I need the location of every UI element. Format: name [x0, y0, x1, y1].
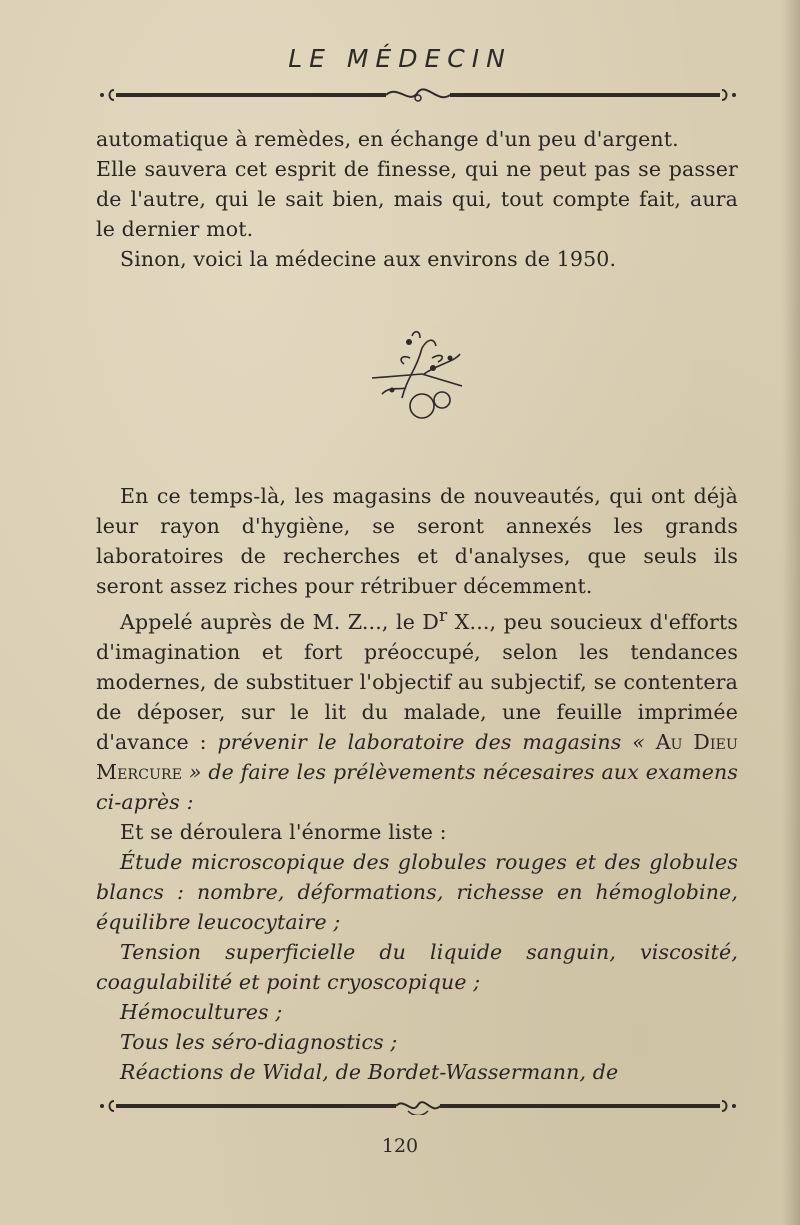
doctor-abbrev-superscript: r	[439, 606, 448, 626]
store-name: Au Dieu Mercure	[96, 729, 738, 784]
paragraph-en-ce-temps: En ce temps-là, les magasins de nouveautés, qui ont déjà leur rayon d'hygiène, se seront annexés les grands laboratoires de recherches et d'analyses, que seuls ils seront assez riches pour rétribuer décemment.	[96, 484, 738, 598]
paragraph-appele	[96, 601, 738, 817]
floral-vignette-ornament	[362, 328, 472, 423]
paragraph-continuation: automatique à remèdes, en échange d'un peu d'argent.	[96, 127, 679, 151]
bottom-ornamental-rule	[98, 1097, 738, 1115]
appele-text-start: Appelé auprès de M. Z..., le D	[120, 609, 440, 634]
appele-text-mid: X..., peu soucieux d'efforts d'imagination et fort préoccupé, selon les tendances modernes, de substituer l'objectif au subjectif, se contentera de déposer, sur le lit du malade, une feuille imprimée d'avance :	[96, 609, 738, 754]
list-item-sero: Tous les séro-diagnostics ;	[120, 1029, 398, 1054]
appele-italic-1: prévenir le laboratoire des magasins «	[217, 729, 656, 754]
paragraph-continuation-2: Elle sauvera cet esprit de finesse, qui ne peut pas se passer de l'autre, qui le sait bien, mais qui, tout compte fait, aura le dernier mot.	[96, 157, 738, 241]
text-block-top	[96, 124, 738, 274]
list-item-hemocultures: Hémocultures ;	[120, 999, 283, 1024]
appele-italic-2: » de faire les prélèvements nécesaires aux examens ci-après :	[96, 759, 738, 814]
top-ornamental-rule	[98, 86, 738, 104]
page-edge-shadow	[782, 0, 800, 1225]
paragraph-sinon: Sinon, voici la médecine aux environs de 1950.	[120, 247, 617, 271]
page-number: 120	[381, 1135, 419, 1157]
running-head: LE MÉDECIN	[288, 44, 512, 73]
text-block-main	[96, 481, 738, 1087]
list-item-reactions: Réactions de Widal, de Bordet-Wassermann, de	[120, 1059, 619, 1084]
paragraph-liste: Et se déroulera l'énorme liste :	[120, 819, 447, 844]
list-item-tension: Tension superficielle du liquide sanguin, viscosité, coagulabilité et point cryoscopique ;	[96, 939, 738, 994]
list-item-etude: Étude microscopique des globules rouges et des globules blancs : nombre, déformations, richesse en hémoglobine, équilibre leucocytaire ;	[96, 849, 738, 934]
